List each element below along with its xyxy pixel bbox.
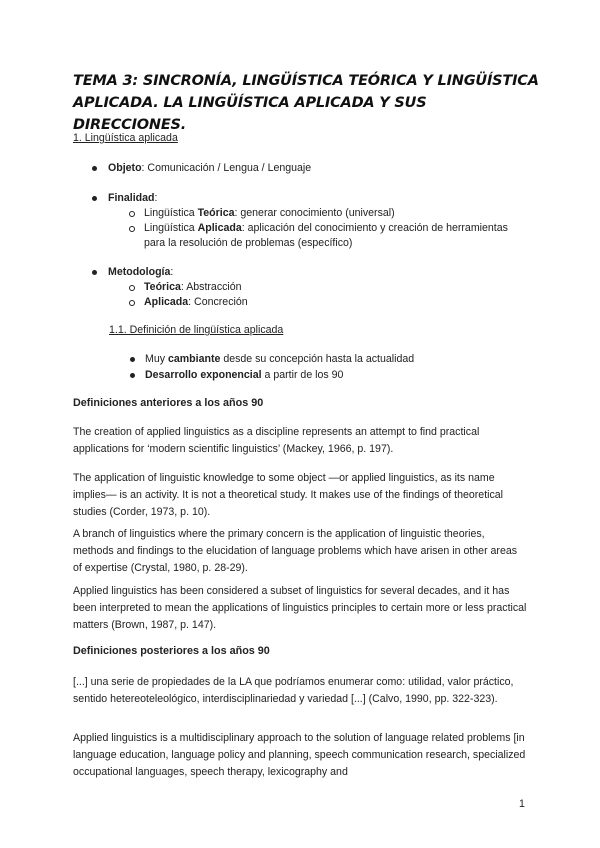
- heading-definiciones-posteriores: Definiciones posteriores a los años 90: [73, 645, 270, 657]
- item-text: : generar conocimiento (universal): [234, 207, 395, 219]
- item-prefix: Lingüística: [144, 207, 198, 219]
- finalidad-colon: :: [154, 192, 158, 204]
- item-bold: Aplicada: [144, 296, 189, 308]
- list-item-metodologia: [108, 265, 173, 280]
- paragraph-corder: The application of linguistic knowledge to some object —or applied linguistics, as its name implies— is an activity. It is not a theoretical study. It makes use of the findings of theoretical studies (Corder, 1973, p. 10).: [73, 472, 504, 518]
- paragraph-crystal: A branch of linguistics where the primary concern is the application of linguistic theories, methods and findings to the elucidation of language problems which have arisen in other areas of expertise (Crystal, 1980, p. 28-29).: [73, 528, 518, 574]
- heading-definiciones-anteriores: Definiciones anteriores a los años 90: [73, 397, 264, 409]
- paragraph-mackey: The creation of applied linguistics as a discipline represents an attempt to find practical applications for ‘modern scientific linguistics’ (Mackey, 1966, p. 197).: [73, 426, 480, 455]
- sublist-item-metodologia-teorica: [144, 280, 242, 295]
- sublist-item-teorica: [144, 206, 395, 221]
- circle-bullet-icon: [129, 226, 135, 232]
- item-bold: Teórica: [144, 281, 181, 293]
- item-bold: Desarrollo exponencial: [145, 369, 262, 381]
- list-item-objeto: [108, 161, 311, 176]
- circle-bullet-icon: [129, 285, 135, 291]
- metodologia-label: Metodología: [108, 266, 171, 278]
- finalidad-label: Finalidad: [108, 192, 155, 204]
- item-text: desde su concepción hasta la actualidad: [220, 353, 415, 365]
- bullet-icon: [130, 373, 135, 378]
- bullet-icon: [92, 270, 97, 275]
- paragraph-multidisciplinary: Applied linguistics is a multidisciplinary approach to the solution of language related problems [in language education, language policy and planning, speech communication research, specialized occupational languages, speech therapy, lexicography and: [73, 732, 526, 778]
- item-text: : aplicación del conocimiento y creación de herramientas: [241, 222, 508, 234]
- item-text: : Abstracción: [180, 281, 242, 293]
- item-text: a partir de los 90: [261, 369, 344, 381]
- section-heading-linguistica-aplicada: 1. Lingüística aplicada: [73, 132, 178, 144]
- subsection-heading-definicion: 1.1. Definición de lingüística aplicada: [109, 324, 284, 336]
- sublist-item-aplicada: [144, 221, 508, 236]
- circle-bullet-icon: [129, 211, 135, 217]
- paragraph-calvo: [...] una serie de propiedades de la LA que podríamos enumerar como: utilidad, valor práctico, sentido hetereoteleológico, interdisciplinariedad y variedad [...] (Calvo, 1990, pp. 322-323).: [73, 676, 514, 705]
- list-item-finalidad: [108, 191, 157, 206]
- objeto-label: Objeto: [108, 162, 142, 174]
- page-number: 1: [519, 798, 525, 810]
- sublist-item-metodologia-aplicada: [144, 295, 248, 310]
- page-title: TEMA 3: SINCRONÍA, LINGÜÍSTICA TEÓRICA Y LINGÜÍSTICA APLICADA. LA LINGÜÍSTICA APLICADA Y SUS DIRECCIONES.: [73, 73, 539, 133]
- circle-bullet-icon: [129, 300, 135, 306]
- bullet-icon: [92, 196, 97, 201]
- list-item-desarrollo: [145, 368, 343, 383]
- item-bold: cambiante: [167, 353, 221, 365]
- metodologia-colon: :: [170, 266, 174, 278]
- list-item-cambiante: [145, 352, 414, 367]
- sublist-item-aplicada-continued: para la resolución de problemas (específico): [144, 237, 353, 249]
- item-text: : Concreción: [188, 296, 248, 308]
- item-bold: Teórica: [197, 207, 235, 219]
- paragraph-brown: Applied linguistics has been considered a subset of linguistics for several decades, and it has been interpreted to mean the applications of linguistics principles to certain more or less practical matters (Brown, 1987, p. 147).: [73, 585, 527, 631]
- item-bold: Aplicada: [197, 222, 242, 234]
- bullet-icon: [92, 166, 97, 171]
- objeto-text: : Comunicación / Lengua / Lenguaje: [141, 162, 312, 174]
- item-prefix: Lingüística: [144, 222, 198, 234]
- bullet-icon: [130, 357, 135, 362]
- item-prefix: Muy: [145, 353, 168, 365]
